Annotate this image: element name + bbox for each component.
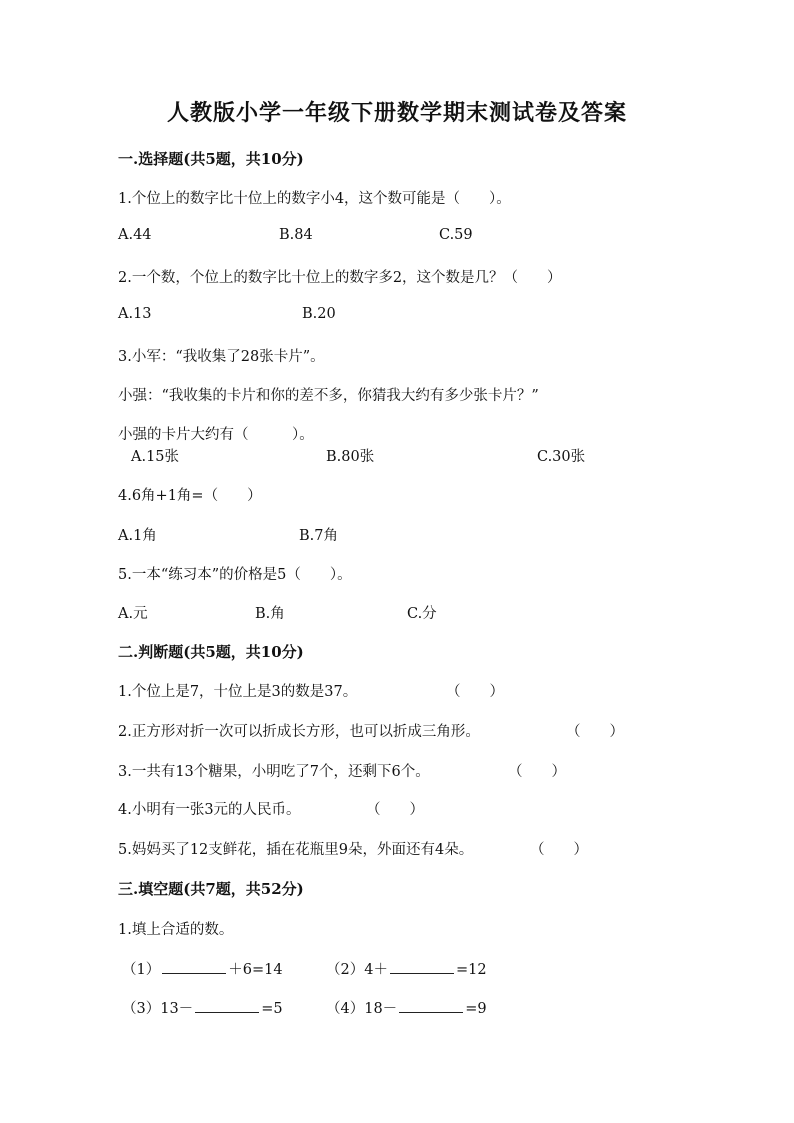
fill-blank-prefix: （3）13－ <box>122 1001 194 1017</box>
fill-blank-4 <box>326 997 487 1018</box>
fill-blank-prefix: （1） <box>122 962 161 978</box>
answer-paren: （ ） <box>566 724 624 740</box>
option-c: C.30张 <box>537 449 586 465</box>
option-a: A.元 <box>118 606 148 622</box>
judgment-item: 5.妈妈买了12支鲜花，插在花瓶里9朵，外面还有4朵。 <box>118 842 474 858</box>
document-title: 人教版小学一年级下册数学期末测试卷及答案 <box>166 100 627 126</box>
question-3-line-1: 3.小军：“我收集了28张卡片”。 <box>118 349 325 365</box>
answer-blank[interactable] <box>195 998 259 1013</box>
question-5: 5.一本“练习本”的价格是5（ ）。 <box>118 567 352 583</box>
answer-blank[interactable] <box>390 959 454 974</box>
option-b: B.80张 <box>326 449 375 465</box>
option-a: A.1角 <box>118 528 157 544</box>
fill-blank-suffix: =5 <box>261 1001 283 1017</box>
section-heading-judgment: 二.判断题(共5题，共10分) <box>118 643 304 661</box>
option-a: A.44 <box>118 227 152 243</box>
judgment-item: 4.小明有一张3元的人民币。 <box>118 802 301 818</box>
judgment-item: 2.正方形对折一次可以折成长方形，也可以折成三角形。 <box>118 724 480 740</box>
question-4: 4.6角+1角=（ ） <box>118 488 262 504</box>
option-c: C.分 <box>407 606 437 622</box>
answer-paren: （ ） <box>530 842 588 858</box>
fill-blank-3 <box>122 997 283 1018</box>
question-2: 2.一个数，个位上的数字比十位上的数字多2，这个数是几？（ ） <box>118 270 562 286</box>
fill-blank-suffix: =12 <box>455 962 487 978</box>
fill-question-1: 1.填上合适的数。 <box>118 922 234 938</box>
judgment-item: 1.个位上是7，十位上是3的数是37。 <box>118 684 358 700</box>
option-b: B.20 <box>302 306 336 322</box>
question-3-line-3: 小强的卡片大约有（ ）。 <box>118 427 314 443</box>
option-b: B.角 <box>255 606 285 622</box>
fill-blank-suffix: =9 <box>465 1001 487 1017</box>
answer-paren: （ ） <box>508 764 566 780</box>
section-heading-fill: 三.填空题(共7题，共52分) <box>118 880 304 898</box>
answer-paren: （ ） <box>446 684 504 700</box>
question-3-line-2: 小强：“我收集的卡片和你的差不多，你猜我大约有多少张卡片？” <box>118 388 539 404</box>
option-a: A.13 <box>118 306 152 322</box>
option-b: B.7角 <box>299 528 338 544</box>
answer-paren: （ ） <box>366 802 424 818</box>
fill-blank-prefix: （4）18－ <box>326 1001 398 1017</box>
option-c: C.59 <box>439 227 473 243</box>
fill-blank-suffix: ＋6=14 <box>228 962 283 978</box>
section-heading-choice: 一.选择题(共5题，共10分) <box>118 150 304 168</box>
answer-blank[interactable] <box>399 998 463 1013</box>
fill-blank-2 <box>326 958 487 979</box>
question-1: 1.个位上的数字比十位上的数字小4，这个数可能是（ ）。 <box>118 191 511 207</box>
fill-blank-prefix: （2）4＋ <box>326 962 388 978</box>
fill-blank-1 <box>122 958 283 979</box>
option-b: B.84 <box>279 227 313 243</box>
option-a: A.15张 <box>131 449 180 465</box>
answer-blank[interactable] <box>162 959 226 974</box>
judgment-item: 3.一共有13个糖果，小明吃了7个，还剩下6个。 <box>118 764 430 780</box>
